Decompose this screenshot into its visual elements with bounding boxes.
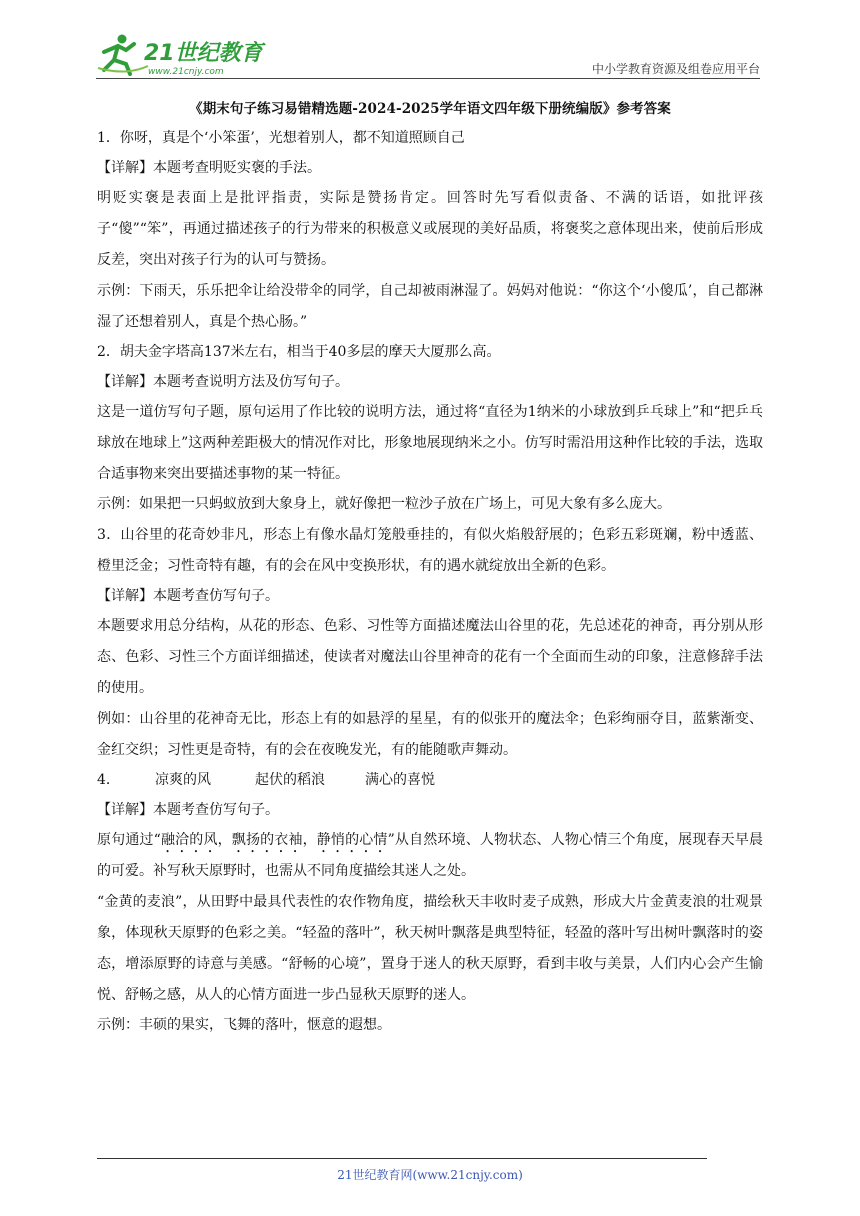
q2-answer: 2．胡夫金字塔高137米左右，相当于40多层的摩天大厦那么高。 [97,344,501,360]
q3-explain: 本题要求用总分结构，从花的形态、色彩、习性等方面描述魔法山谷里的花，先总述花的神奇，再分别从形态、色彩、习性三个方面详细描述，使读者对魔法山谷里神奇的花有一个全面而生动的印象，注意修辞手法的使用。 [97,618,763,696]
q2-detail: 【详解】本题考查说明方法及仿写句子。 [97,373,349,390]
header-divider [96,78,760,79]
q4-answer [97,766,763,796]
q4-number: 4． [97,772,120,788]
page-title: 《期末句子练习易错精选题-2024-2025学年语文四年级下册统编版》参考答案 [189,101,671,117]
q4-answer-1: 凉爽的风 [155,772,211,788]
q1-example: 示例：下雨天，乐乐把伞让给没带伞的同学，自己却被雨淋湿了。妈妈对他说：“你这个‘小傻瓜’，自己都淋湿了还想着别人，真是个热心肠。” [97,283,763,330]
q4-answer-3: 满心的喜悦 [365,772,435,788]
q1-explain: 明贬实褒是表面上是批评指责，实际是赞扬肯定。回答时先写看似责备、不满的话语，如批评孩子“傻”“笨”，再通过描述孩子的行为带来的积极意义或展现的美好品质，将褒奖之意体现出来，使前后形成反差，突出对孩子行为的认可与赞扬。 [97,190,763,268]
q3-example: 例如：山谷里的花神奇无比，形态上有的如悬浮的星星，有的似张开的魔法伞；色彩绚丽夺目，蓝紫渐变、金红交织；习性更是奇特，有的会在夜晚发光，有的能随歌声舞动。 [97,711,763,758]
q4-analysis: “金黄的麦浪”，从田野中最具代表性的农作物角度，描绘秋天丰收时麦子成熟，形成大片金黄麦浪的壮观景象，体现秋天原野的色彩之美。“轻盈的落叶”，秋天树叶飘落是典型特征，轻盈的落叶写出树叶飘落时的姿态，增添原野的诗意与美感。“舒畅的心境”，置身于迷人的秋天原野，看到丰收与美景，人们内心会产生愉悦、舒畅之感，从人的心情方面进一步凸显秋天原野的迷人。 [97,894,763,1003]
q2-explain: 这是一道仿写句子题，原句运用了作比较的说明方法，通过将“直径为1纳米的小球放到乒乓球上”和“把乒乓球放在地球上”这两种差距极大的情况作对比，形象地展现纳米之小。仿写时需沿用这种作比较的手法，选取合适事物来突出要描述事物的某一特征。 [97,404,763,482]
svg-text:21世纪教育: 21世纪教育 [144,41,263,66]
q1-answer: 1．你呀，真是个‘小笨蛋’，光想着别人，都不知道照顾自己 [97,130,465,146]
footer-divider [97,1158,707,1159]
q4-example: 示例：丰硕的果实，飞舞的落叶，惬意的遐想。 [97,1017,391,1033]
footer-link[interactable]: 21世纪教育网(www.21cnjy.com) [337,1168,523,1182]
q4-answer-2: 起伏的稻浪 [255,772,325,788]
svg-text:www.21cnjy.com: www.21cnjy.com [148,67,224,77]
site-logo [96,30,266,80]
q3-detail: 【详解】本题考查仿写句子。 [97,587,279,604]
answer-content [97,124,763,1041]
page-header [96,30,760,80]
q3-answer: 3．山谷里的花奇妙非凡，形态上有像水晶灯笼般垂挂的，有似火焰般舒展的；色彩五彩斑斓，粉中透蓝、橙里泛金；习性奇特有趣，有的会在风中变换形状，有的遇水就绽放出全新的色彩。 [97,526,763,574]
q4-detail: 【详解】本题考查仿写句子。 [97,801,279,818]
q4-quoted-phrase: 融洽的风，飘扬的衣袖，静悄的心情 [160,832,388,848]
q2-example: 示例：如果把一只蚂蚁放到大象身上，就好像把一粒沙子放在广场上，可见大象有多么庞大。 [97,496,671,512]
platform-name: 中小学教育资源及组卷应用平台 [591,62,760,76]
q4-explain: 原句通过“融洽的风，飘扬的衣袖，静悄的心情”从自然环境、人物状态、人物心情三个角度，展现春天早晨的可爱。补写秋天原野时，也需从不同角度描绘其迷人之处。 [97,832,763,879]
q1-detail: 【详解】本题考查明贬实褒的手法。 [97,159,321,176]
